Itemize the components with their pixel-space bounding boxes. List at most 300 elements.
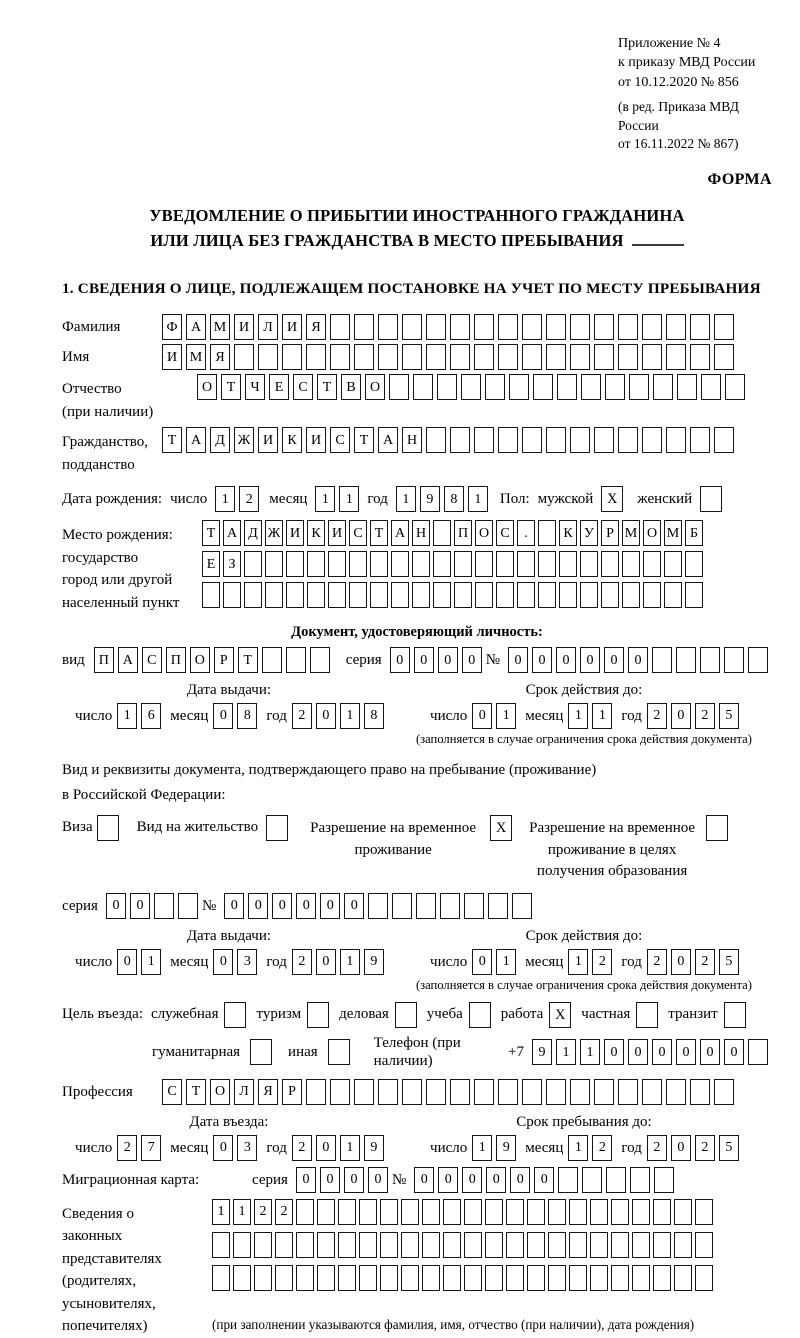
char-cell[interactable]	[643, 582, 661, 608]
char-cell[interactable]	[538, 520, 556, 546]
char-cell[interactable]	[666, 344, 686, 370]
char-cell[interactable]: 1	[340, 703, 360, 729]
purpose-humanitarian-checkbox[interactable]	[250, 1039, 272, 1065]
char-cell[interactable]	[725, 374, 745, 400]
char-cell[interactable]	[422, 1265, 440, 1291]
char-cell[interactable]	[338, 1232, 356, 1258]
char-cell[interactable]: 1	[396, 486, 416, 512]
char-cell[interactable]	[254, 1232, 272, 1258]
char-cell[interactable]	[254, 1265, 272, 1291]
char-cell[interactable]: 0	[510, 1167, 530, 1193]
char-cell[interactable]: Т	[186, 1079, 206, 1105]
char-cell[interactable]: С	[330, 427, 350, 453]
char-cell[interactable]: О	[197, 374, 217, 400]
char-cell[interactable]	[652, 647, 672, 673]
char-cell[interactable]	[426, 1079, 446, 1105]
char-cell[interactable]	[748, 1039, 768, 1065]
char-cell[interactable]: 0	[534, 1167, 554, 1193]
char-cell[interactable]	[402, 344, 422, 370]
char-cell[interactable]	[378, 314, 398, 340]
char-cell[interactable]	[506, 1232, 524, 1258]
char-cell[interactable]: С	[496, 520, 514, 546]
char-cell[interactable]	[378, 344, 398, 370]
char-cell[interactable]	[700, 647, 720, 673]
char-cell[interactable]	[450, 427, 470, 453]
char-cell[interactable]	[666, 427, 686, 453]
char-cell[interactable]	[426, 344, 446, 370]
char-cell[interactable]: 0	[316, 949, 336, 975]
char-cell[interactable]: И	[258, 427, 278, 453]
char-cell[interactable]	[401, 1232, 419, 1258]
char-cell[interactable]: 1	[315, 486, 335, 512]
char-cell[interactable]	[630, 1167, 650, 1193]
purpose-other-checkbox[interactable]	[328, 1039, 350, 1065]
char-cell[interactable]	[392, 893, 412, 919]
char-cell[interactable]	[714, 427, 734, 453]
char-cell[interactable]	[569, 1265, 587, 1291]
char-cell[interactable]	[391, 582, 409, 608]
char-cell[interactable]: 0	[671, 1135, 691, 1161]
char-cell[interactable]: Е	[269, 374, 289, 400]
char-cell[interactable]	[380, 1265, 398, 1291]
char-cell[interactable]: И	[328, 520, 346, 546]
char-cell[interactable]	[654, 1167, 674, 1193]
char-cell[interactable]	[538, 551, 556, 577]
char-cell[interactable]: Я	[258, 1079, 278, 1105]
char-cell[interactable]	[437, 374, 457, 400]
char-cell[interactable]	[330, 344, 350, 370]
char-cell[interactable]: 0	[472, 949, 492, 975]
char-cell[interactable]: Р	[282, 1079, 302, 1105]
char-cell[interactable]: З	[223, 551, 241, 577]
char-cell[interactable]	[695, 1265, 713, 1291]
temp-residence-edu-checkbox[interactable]	[706, 815, 728, 841]
char-cell[interactable]	[522, 427, 542, 453]
char-cell[interactable]: 0	[106, 893, 126, 919]
char-cell[interactable]	[569, 1232, 587, 1258]
char-cell[interactable]	[234, 344, 254, 370]
char-cell[interactable]	[389, 374, 409, 400]
char-cell[interactable]: 1	[472, 1135, 492, 1161]
char-cell[interactable]: 5	[719, 1135, 739, 1161]
char-cell[interactable]: Т	[202, 520, 220, 546]
char-cell[interactable]: 0	[320, 1167, 340, 1193]
char-cell[interactable]	[622, 582, 640, 608]
char-cell[interactable]	[714, 1079, 734, 1105]
char-cell[interactable]: 2	[292, 703, 312, 729]
char-cell[interactable]	[450, 314, 470, 340]
char-cell[interactable]: Д	[244, 520, 262, 546]
char-cell[interactable]: Ж	[234, 427, 254, 453]
char-cell[interactable]: 3	[237, 949, 257, 975]
char-cell[interactable]: 1	[340, 949, 360, 975]
char-cell[interactable]	[212, 1265, 230, 1291]
char-cell[interactable]: С	[293, 374, 313, 400]
char-cell[interactable]	[601, 582, 619, 608]
char-cell[interactable]	[496, 551, 514, 577]
char-cell[interactable]: 2	[647, 1135, 667, 1161]
char-cell[interactable]	[557, 374, 577, 400]
char-cell[interactable]	[548, 1265, 566, 1291]
sex-female-checkbox[interactable]	[700, 486, 722, 512]
char-cell[interactable]: Т	[238, 647, 258, 673]
char-cell[interactable]: 2	[275, 1199, 293, 1225]
char-cell[interactable]: А	[186, 427, 206, 453]
char-cell[interactable]: М	[622, 520, 640, 546]
char-cell[interactable]: 0	[224, 893, 244, 919]
char-cell[interactable]	[632, 1199, 650, 1225]
char-cell[interactable]	[676, 647, 696, 673]
char-cell[interactable]: 2	[292, 949, 312, 975]
char-cell[interactable]	[527, 1232, 545, 1258]
char-cell[interactable]: 0	[462, 647, 482, 673]
char-cell[interactable]	[590, 1199, 608, 1225]
char-cell[interactable]: 0	[213, 949, 233, 975]
char-cell[interactable]	[307, 551, 325, 577]
char-cell[interactable]: С	[142, 647, 162, 673]
char-cell[interactable]: 0	[296, 893, 316, 919]
char-cell[interactable]	[674, 1199, 692, 1225]
char-cell[interactable]	[590, 1232, 608, 1258]
char-cell[interactable]: 0	[320, 893, 340, 919]
char-cell[interactable]: И	[286, 520, 304, 546]
char-cell[interactable]	[258, 344, 278, 370]
char-cell[interactable]	[674, 1265, 692, 1291]
char-cell[interactable]: 0	[438, 1167, 458, 1193]
char-cell[interactable]	[416, 893, 436, 919]
char-cell[interactable]	[378, 1079, 398, 1105]
char-cell[interactable]: 0	[438, 647, 458, 673]
char-cell[interactable]	[580, 551, 598, 577]
char-cell[interactable]: Л	[258, 314, 278, 340]
char-cell[interactable]: 0	[414, 1167, 434, 1193]
char-cell[interactable]: Т	[370, 520, 388, 546]
char-cell[interactable]	[570, 314, 590, 340]
char-cell[interactable]: 2	[695, 703, 715, 729]
char-cell[interactable]	[370, 582, 388, 608]
char-cell[interactable]	[464, 1199, 482, 1225]
char-cell[interactable]	[450, 344, 470, 370]
char-cell[interactable]	[653, 1265, 671, 1291]
char-cell[interactable]	[402, 314, 422, 340]
char-cell[interactable]: 1	[496, 703, 516, 729]
char-cell[interactable]	[618, 314, 638, 340]
char-cell[interactable]	[275, 1265, 293, 1291]
char-cell[interactable]	[296, 1265, 314, 1291]
char-cell[interactable]	[690, 427, 710, 453]
char-cell[interactable]	[426, 427, 446, 453]
char-cell[interactable]: И	[282, 314, 302, 340]
char-cell[interactable]	[443, 1199, 461, 1225]
char-cell[interactable]	[391, 551, 409, 577]
char-cell[interactable]	[724, 647, 744, 673]
char-cell[interactable]: К	[282, 427, 302, 453]
char-cell[interactable]: 0	[472, 703, 492, 729]
char-cell[interactable]: 0	[272, 893, 292, 919]
char-cell[interactable]	[674, 1232, 692, 1258]
char-cell[interactable]: С	[162, 1079, 182, 1105]
char-cell[interactable]	[690, 314, 710, 340]
visa-checkbox[interactable]	[97, 815, 119, 841]
char-cell[interactable]: 1	[215, 486, 235, 512]
char-cell[interactable]	[488, 893, 508, 919]
char-cell[interactable]	[402, 1079, 422, 1105]
char-cell[interactable]	[485, 1199, 503, 1225]
char-cell[interactable]	[233, 1232, 251, 1258]
char-cell[interactable]: 0	[700, 1039, 720, 1065]
char-cell[interactable]	[496, 582, 514, 608]
char-cell[interactable]	[570, 427, 590, 453]
char-cell[interactable]: 9	[364, 949, 384, 975]
char-cell[interactable]	[380, 1199, 398, 1225]
char-cell[interactable]	[569, 1199, 587, 1225]
char-cell[interactable]: О	[365, 374, 385, 400]
char-cell[interactable]	[296, 1199, 314, 1225]
char-cell[interactable]: У	[580, 520, 598, 546]
char-cell[interactable]: 0	[508, 647, 528, 673]
char-cell[interactable]: 1	[556, 1039, 576, 1065]
char-cell[interactable]	[154, 893, 174, 919]
char-cell[interactable]: 1	[339, 486, 359, 512]
char-cell[interactable]: 2	[592, 1135, 612, 1161]
char-cell[interactable]: 9	[364, 1135, 384, 1161]
char-cell[interactable]	[685, 582, 703, 608]
sex-male-checkbox[interactable]: X	[601, 486, 623, 512]
char-cell[interactable]	[559, 582, 577, 608]
char-cell[interactable]: 1	[141, 949, 161, 975]
char-cell[interactable]	[310, 647, 330, 673]
char-cell[interactable]: 0	[296, 1167, 316, 1193]
char-cell[interactable]: 7	[141, 1135, 161, 1161]
char-cell[interactable]	[433, 520, 451, 546]
char-cell[interactable]	[559, 551, 577, 577]
char-cell[interactable]: 0	[604, 1039, 624, 1065]
char-cell[interactable]: 2	[117, 1135, 137, 1161]
char-cell[interactable]	[653, 374, 673, 400]
char-cell[interactable]	[538, 582, 556, 608]
char-cell[interactable]	[474, 1079, 494, 1105]
char-cell[interactable]: 1	[568, 703, 588, 729]
char-cell[interactable]	[286, 647, 306, 673]
char-cell[interactable]	[306, 344, 326, 370]
char-cell[interactable]	[632, 1232, 650, 1258]
char-cell[interactable]: Л	[234, 1079, 254, 1105]
char-cell[interactable]	[422, 1199, 440, 1225]
char-cell[interactable]	[685, 551, 703, 577]
char-cell[interactable]	[666, 314, 686, 340]
char-cell[interactable]: 0	[671, 703, 691, 729]
char-cell[interactable]: 0	[130, 893, 150, 919]
char-cell[interactable]: Н	[402, 427, 422, 453]
char-cell[interactable]: 0	[316, 703, 336, 729]
char-cell[interactable]	[413, 374, 433, 400]
char-cell[interactable]: 2	[695, 1135, 715, 1161]
char-cell[interactable]: И	[162, 344, 182, 370]
char-cell[interactable]: 2	[254, 1199, 272, 1225]
char-cell[interactable]: 0	[628, 1039, 648, 1065]
char-cell[interactable]	[474, 344, 494, 370]
char-cell[interactable]: Я	[210, 344, 230, 370]
char-cell[interactable]: 1	[233, 1199, 251, 1225]
char-cell[interactable]	[464, 1265, 482, 1291]
char-cell[interactable]: М	[664, 520, 682, 546]
char-cell[interactable]: Т	[354, 427, 374, 453]
char-cell[interactable]	[223, 582, 241, 608]
char-cell[interactable]: 0	[486, 1167, 506, 1193]
char-cell[interactable]: 0	[368, 1167, 388, 1193]
char-cell[interactable]	[642, 344, 662, 370]
char-cell[interactable]: 0	[724, 1039, 744, 1065]
purpose-study-checkbox[interactable]	[469, 1002, 491, 1028]
char-cell[interactable]: 1	[580, 1039, 600, 1065]
purpose-transit-checkbox[interactable]	[724, 1002, 746, 1028]
char-cell[interactable]	[582, 1167, 602, 1193]
char-cell[interactable]	[522, 1079, 542, 1105]
char-cell[interactable]	[485, 1265, 503, 1291]
char-cell[interactable]	[485, 1232, 503, 1258]
char-cell[interactable]	[464, 893, 484, 919]
char-cell[interactable]: 0	[248, 893, 268, 919]
char-cell[interactable]	[370, 551, 388, 577]
char-cell[interactable]: Р	[214, 647, 234, 673]
char-cell[interactable]	[498, 314, 518, 340]
char-cell[interactable]: 0	[414, 647, 434, 673]
char-cell[interactable]: Т	[317, 374, 337, 400]
char-cell[interactable]	[474, 314, 494, 340]
char-cell[interactable]: Д	[210, 427, 230, 453]
char-cell[interactable]: 1	[468, 486, 488, 512]
char-cell[interactable]: 1	[212, 1199, 230, 1225]
char-cell[interactable]: О	[210, 1079, 230, 1105]
char-cell[interactable]	[330, 314, 350, 340]
char-cell[interactable]: П	[454, 520, 472, 546]
char-cell[interactable]	[748, 647, 768, 673]
char-cell[interactable]: 5	[719, 703, 739, 729]
char-cell[interactable]: 6	[141, 703, 161, 729]
char-cell[interactable]	[601, 551, 619, 577]
char-cell[interactable]: 9	[420, 486, 440, 512]
char-cell[interactable]	[664, 582, 682, 608]
char-cell[interactable]	[354, 344, 374, 370]
char-cell[interactable]	[338, 1199, 356, 1225]
char-cell[interactable]	[359, 1265, 377, 1291]
char-cell[interactable]: 8	[364, 703, 384, 729]
char-cell[interactable]	[401, 1199, 419, 1225]
char-cell[interactable]: Ж	[265, 520, 283, 546]
char-cell[interactable]	[546, 344, 566, 370]
char-cell[interactable]: П	[166, 647, 186, 673]
char-cell[interactable]	[380, 1232, 398, 1258]
char-cell[interactable]	[265, 551, 283, 577]
char-cell[interactable]: А	[378, 427, 398, 453]
char-cell[interactable]	[594, 344, 614, 370]
char-cell[interactable]	[461, 374, 481, 400]
char-cell[interactable]	[450, 1079, 470, 1105]
char-cell[interactable]: М	[210, 314, 230, 340]
char-cell[interactable]: 0	[652, 1039, 672, 1065]
char-cell[interactable]	[286, 582, 304, 608]
char-cell[interactable]	[506, 1199, 524, 1225]
char-cell[interactable]	[509, 374, 529, 400]
char-cell[interactable]: 0	[344, 1167, 364, 1193]
char-cell[interactable]	[580, 582, 598, 608]
char-cell[interactable]: М	[186, 344, 206, 370]
char-cell[interactable]	[642, 1079, 662, 1105]
char-cell[interactable]	[522, 344, 542, 370]
char-cell[interactable]	[412, 582, 430, 608]
char-cell[interactable]	[548, 1199, 566, 1225]
char-cell[interactable]	[349, 582, 367, 608]
char-cell[interactable]	[454, 582, 472, 608]
char-cell[interactable]	[426, 314, 446, 340]
char-cell[interactable]: 1	[117, 703, 137, 729]
char-cell[interactable]	[506, 1265, 524, 1291]
char-cell[interactable]	[653, 1199, 671, 1225]
purpose-business-checkbox[interactable]	[395, 1002, 417, 1028]
char-cell[interactable]	[695, 1232, 713, 1258]
char-cell[interactable]	[690, 344, 710, 370]
char-cell[interactable]	[338, 1265, 356, 1291]
char-cell[interactable]	[546, 1079, 566, 1105]
char-cell[interactable]	[653, 1232, 671, 1258]
temp-residence-checkbox[interactable]: X	[490, 815, 512, 841]
char-cell[interactable]	[618, 427, 638, 453]
char-cell[interactable]: 0	[213, 1135, 233, 1161]
char-cell[interactable]: 2	[647, 949, 667, 975]
char-cell[interactable]	[533, 374, 553, 400]
char-cell[interactable]: О	[190, 647, 210, 673]
char-cell[interactable]	[412, 551, 430, 577]
char-cell[interactable]	[433, 582, 451, 608]
char-cell[interactable]	[475, 582, 493, 608]
char-cell[interactable]	[570, 344, 590, 370]
char-cell[interactable]	[611, 1265, 629, 1291]
char-cell[interactable]: В	[341, 374, 361, 400]
char-cell[interactable]: 1	[592, 703, 612, 729]
char-cell[interactable]	[454, 551, 472, 577]
char-cell[interactable]	[349, 551, 367, 577]
char-cell[interactable]: А	[223, 520, 241, 546]
char-cell[interactable]: О	[475, 520, 493, 546]
char-cell[interactable]	[611, 1199, 629, 1225]
char-cell[interactable]	[714, 344, 734, 370]
char-cell[interactable]	[517, 582, 535, 608]
char-cell[interactable]	[328, 551, 346, 577]
char-cell[interactable]: 2	[292, 1135, 312, 1161]
char-cell[interactable]: А	[391, 520, 409, 546]
char-cell[interactable]: 3	[237, 1135, 257, 1161]
char-cell[interactable]	[212, 1232, 230, 1258]
char-cell[interactable]	[664, 551, 682, 577]
char-cell[interactable]: 0	[628, 647, 648, 673]
char-cell[interactable]	[474, 427, 494, 453]
char-cell[interactable]	[317, 1232, 335, 1258]
char-cell[interactable]	[233, 1265, 251, 1291]
char-cell[interactable]: Я	[306, 314, 326, 340]
char-cell[interactable]	[594, 314, 614, 340]
char-cell[interactable]: 1	[568, 949, 588, 975]
char-cell[interactable]: 0	[580, 647, 600, 673]
char-cell[interactable]	[677, 374, 697, 400]
char-cell[interactable]: 9	[496, 1135, 516, 1161]
char-cell[interactable]: 0	[117, 949, 137, 975]
char-cell[interactable]: Т	[162, 427, 182, 453]
char-cell[interactable]	[558, 1167, 578, 1193]
char-cell[interactable]	[443, 1265, 461, 1291]
char-cell[interactable]	[317, 1265, 335, 1291]
char-cell[interactable]: О	[643, 520, 661, 546]
char-cell[interactable]	[618, 344, 638, 370]
